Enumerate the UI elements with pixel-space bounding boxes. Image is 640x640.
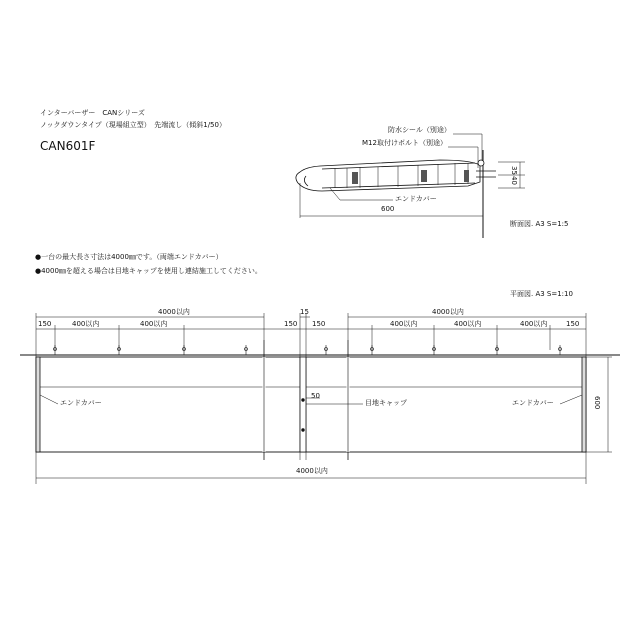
note-2: ●4000㎜を超える場合は目地キャップを使用し連結施工してください。: [35, 267, 262, 275]
plan-endcover-left: エンドカバー: [60, 399, 102, 407]
plan-total-dim: 4000以内: [296, 467, 328, 475]
plan-dim-150-b: 150: [284, 320, 298, 328]
bolt-label: M12取付けボルト（別途）: [362, 139, 447, 147]
seal-label: 防水シール（別途）: [388, 126, 451, 134]
plan-span-left: 4000以内: [158, 308, 190, 316]
note-1: ●一台の最大長さ寸法は4000㎜です。（両端エンドカバー）: [35, 253, 223, 261]
section-dim-35: 35: [510, 166, 518, 175]
plan-span-right: 4000以内: [432, 308, 464, 316]
plan-dim-400-c: 400以内: [390, 320, 418, 328]
section-view: [296, 134, 525, 238]
plan-dim-400-e: 400以内: [520, 320, 548, 328]
series-title: インターバーザー CANシリーズ: [40, 109, 145, 117]
section-dim-40: 40: [510, 176, 518, 185]
section-caption: 断面図. A3 S=1:5: [510, 220, 569, 228]
plan-dim-400-d: 400以内: [454, 320, 482, 328]
section-depth-dim: 600: [381, 205, 395, 213]
plan-dim-150-c: 150: [312, 320, 326, 328]
plan-endcover-right: エンドカバー: [512, 399, 554, 407]
plan-caption: 平面図. A3 S=1:10: [510, 290, 573, 298]
plan-dim-150-a: 150: [38, 320, 52, 328]
section-endcover-label: エンドカバー: [395, 195, 437, 203]
plan-dim-150-d: 150: [566, 320, 580, 328]
plan-gap-dim: 15: [300, 308, 309, 316]
plan-depth-dim: 600: [593, 396, 601, 410]
plan-dim-400-a: 400以内: [72, 320, 100, 328]
plan-dim-50: 50: [311, 392, 320, 400]
model-number: CAN601F: [40, 139, 96, 153]
plan-dim-400-b: 400以内: [140, 320, 168, 328]
plan-joint-cap: 目地キャップ: [365, 399, 407, 407]
type-title: ノックダウンタイプ（現場組立型） 先端流し（傾斜1/50）: [40, 121, 226, 129]
plan-view: [20, 313, 620, 484]
